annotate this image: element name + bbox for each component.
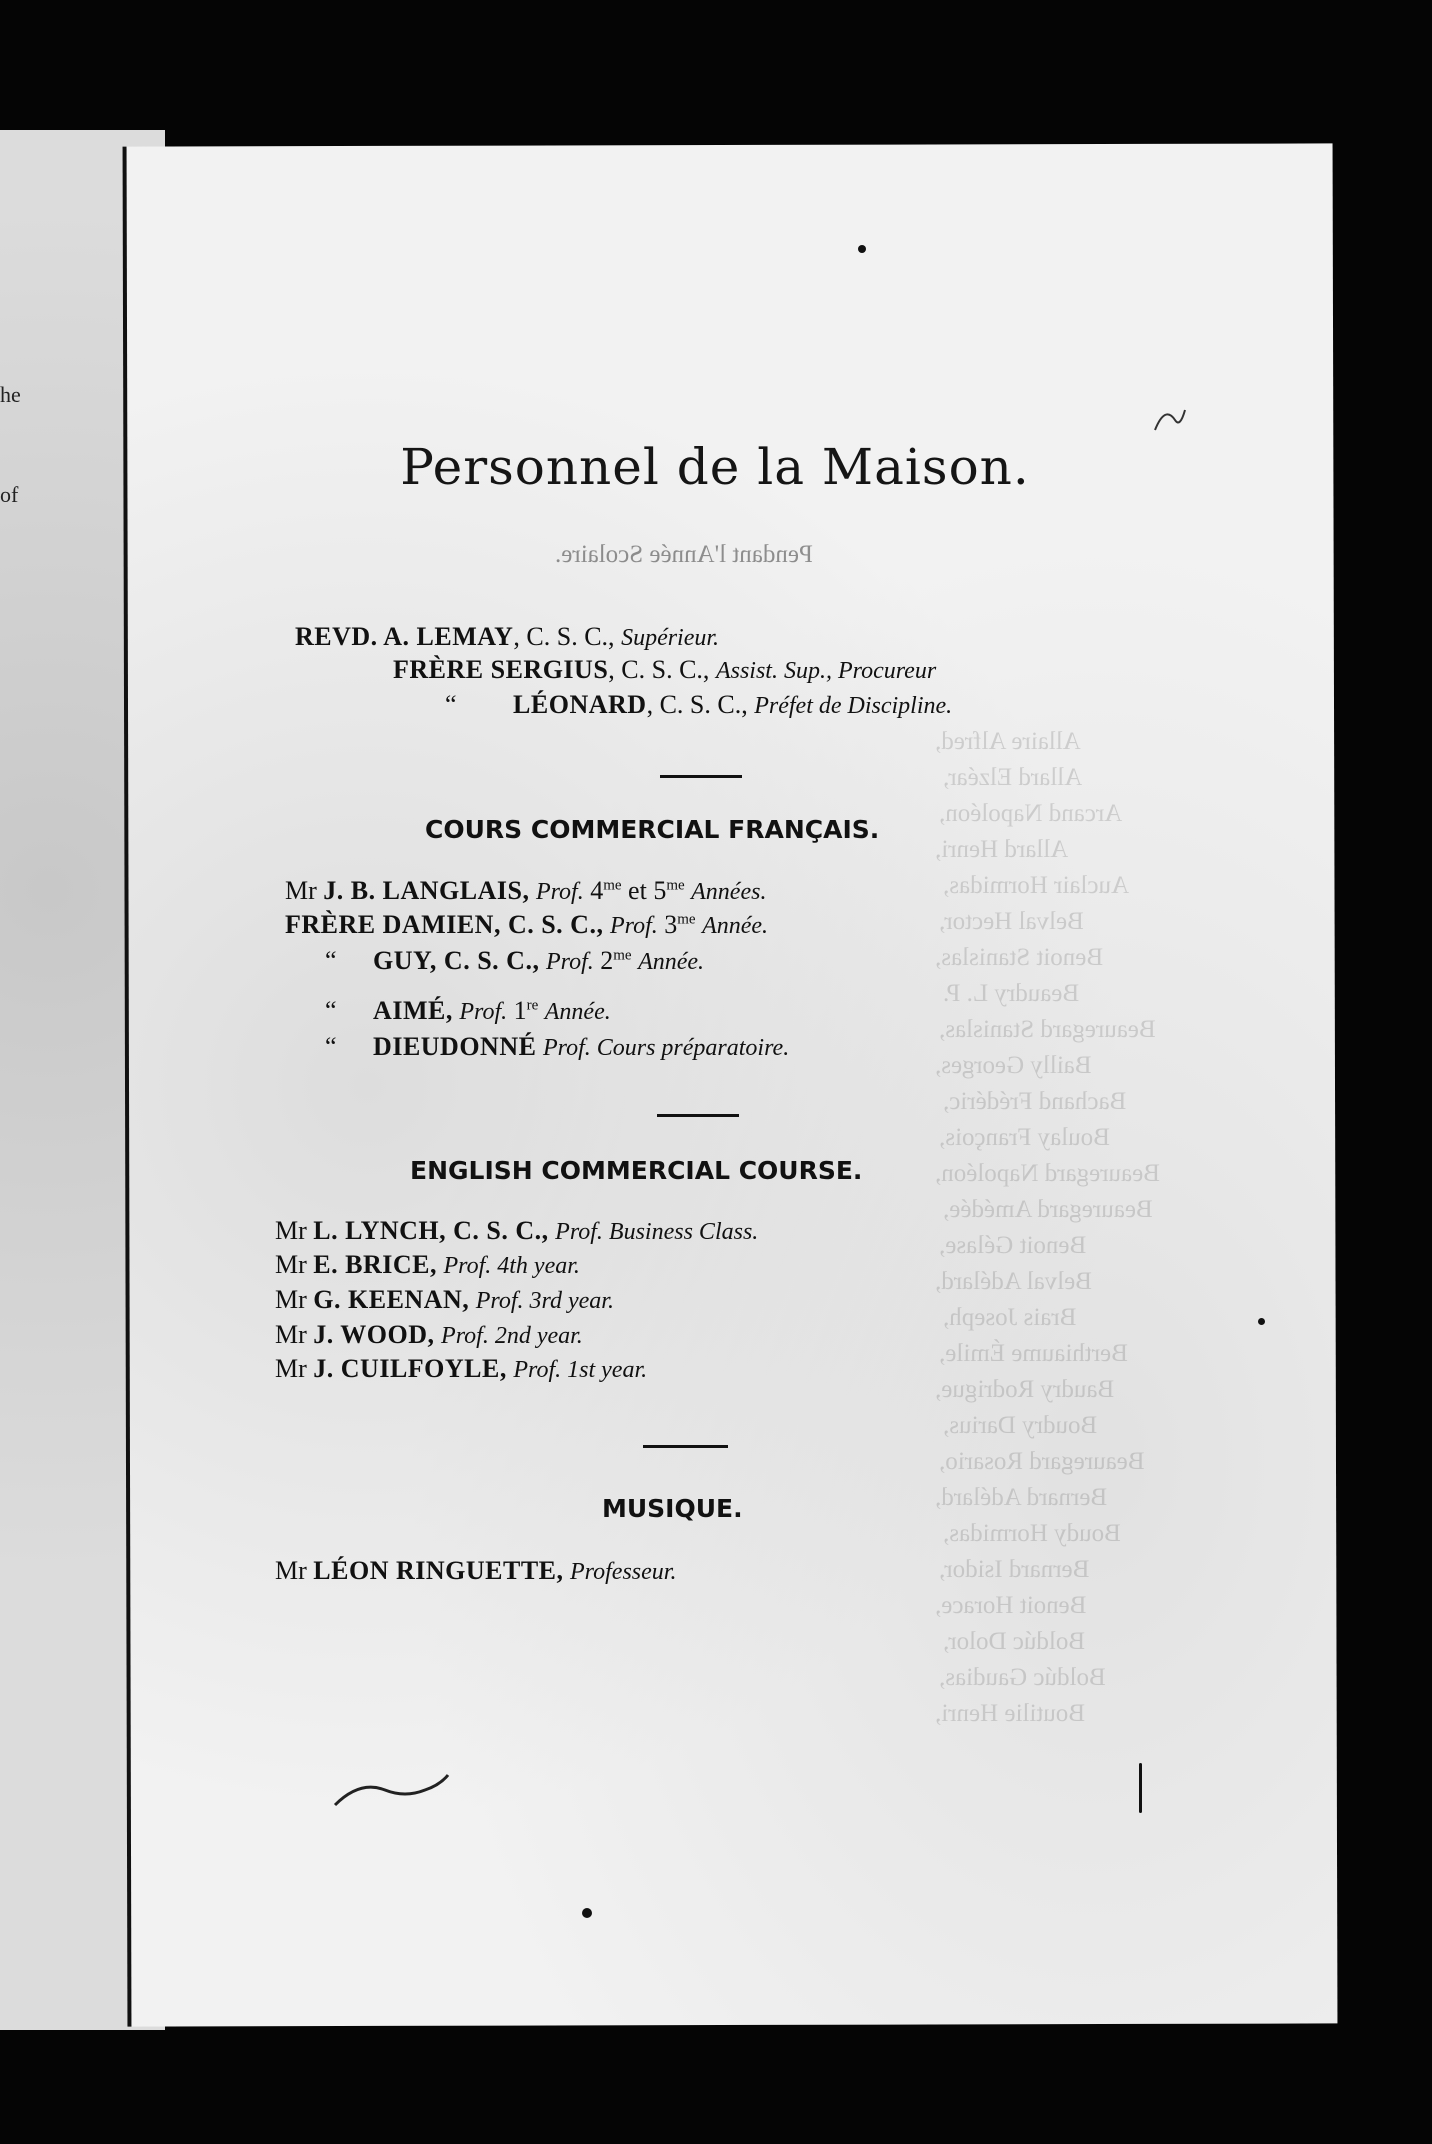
staff-role: Prof. Business Class. [555, 1219, 759, 1245]
bleed-through-line: Boulay François, [939, 1124, 1110, 1151]
year-number: 5 [653, 876, 667, 905]
staff-order: , C. S. C., [513, 622, 622, 651]
staff-line [285, 910, 768, 940]
section-heading: ENGLISH COMMERCIAL COURSE. [410, 1156, 863, 1185]
bleed-through-line: Arcand Napoléon, [939, 800, 1123, 827]
bleed-through-line: Brais Joseph, [943, 1304, 1077, 1331]
page-subtitle-bleed: Pendant l'Année Scolaire. [555, 541, 813, 568]
staff-line [393, 655, 936, 685]
bleed-through-line: Bernard Isidor, [939, 1556, 1090, 1583]
staff-role: Assist. Sup., Procureur [715, 658, 937, 684]
staff-role-end: Année. [638, 949, 705, 975]
bleed-through-line: Beauregard Stanislas, [939, 1016, 1156, 1043]
staff-role: Prof. [459, 999, 508, 1025]
staff-line [275, 1320, 583, 1350]
ditto-mark: “ [325, 996, 337, 1025]
staff-role: Prof. [545, 949, 594, 975]
ink-speck [582, 1908, 592, 1918]
title-prefix: Mr [285, 876, 317, 905]
year-suffix: me [677, 911, 696, 928]
staff-name: J. WOOD, [313, 1320, 435, 1349]
bleed-through-line: Bachand Frédéric, [943, 1088, 1127, 1115]
staff-line [325, 996, 611, 1026]
staff-name: L. LYNCH, C. S. C., [313, 1216, 549, 1245]
pen-mark [1150, 400, 1190, 440]
staff-name: GUY, C. S. C., [373, 946, 540, 975]
staff-role: Prof. 1st year. [513, 1357, 648, 1383]
adjacent-page-fragment: of [0, 482, 19, 507]
staff-name: E. BRICE, [313, 1250, 437, 1279]
staff-name: FRÈRE SERGIUS [393, 655, 609, 684]
staff-line [275, 1354, 647, 1384]
bleed-through-line: Auclair Hormidas, [943, 872, 1130, 899]
title-prefix: Mr [275, 1250, 307, 1279]
pen-squiggle [330, 1760, 480, 1820]
staff-role-end: Année. [702, 913, 769, 939]
bleed-through-line: Allaire Alfred, [935, 728, 1081, 755]
staff-line [325, 1032, 789, 1062]
year-suffix: re [526, 997, 539, 1014]
bleed-through-line: Berthiaume Émile, [939, 1340, 1128, 1367]
staff-line [295, 622, 719, 652]
staff-role: Prof. [535, 879, 584, 905]
bleed-through-line: Allard Elzéar, [943, 764, 1083, 791]
staff-role: Prof. 4th year. [443, 1253, 580, 1279]
bleed-through-line: Beauregard Napoléon, [935, 1160, 1160, 1187]
bleed-through-line: Boldúc Gaudias, [939, 1664, 1106, 1691]
conjunction: et [621, 876, 654, 905]
staff-role: Professeur. [570, 1559, 677, 1585]
bleed-through-line: Baudry Rodrigue, [935, 1376, 1115, 1403]
bleed-through-line: Belval Hector, [939, 908, 1084, 935]
staff-name: FRÈRE DAMIEN, C. S. C., [285, 910, 604, 939]
title-prefix: Mr [275, 1556, 307, 1585]
bleed-through-line: Beauregard Rosario, [939, 1448, 1145, 1475]
staff-name: DIEUDONNÉ [373, 1032, 537, 1061]
page-title: Personnel de la Maison. [400, 438, 1030, 496]
section-rule [643, 1445, 728, 1448]
section-heading: COURS COMMERCIAL FRANÇAIS. [425, 815, 880, 844]
staff-role: Prof. 3rd year. [475, 1288, 614, 1314]
staff-order: , C. S. C., [646, 690, 755, 719]
staff-role: Prof. 2nd year. [441, 1323, 583, 1349]
bleed-through-line: Boldúc Dolor, [943, 1628, 1086, 1655]
bleed-through-line: Boudry Darius, [943, 1412, 1098, 1439]
ditto-mark: “ [325, 1032, 337, 1061]
adjacent-page-fragment: he [0, 382, 21, 407]
bleed-through-line: Bailly Georges, [935, 1052, 1092, 1079]
bleed-through-line: Beaudry L. P. [943, 980, 1080, 1007]
staff-name: LÉON RINGUETTE, [313, 1556, 564, 1585]
title-prefix: Mr [275, 1285, 307, 1314]
bleed-through-line: Boudy Hormidas, [943, 1520, 1121, 1547]
staff-line [325, 946, 704, 976]
bleed-through-line: Beauregard Amédée, [943, 1196, 1153, 1223]
title-prefix: Mr [275, 1354, 307, 1383]
section-rule [660, 775, 742, 778]
staff-name: G. KEENAN, [313, 1285, 470, 1314]
staff-role: Prof. Cours préparatoire. [542, 1035, 790, 1061]
ditto-mark: “ [325, 946, 337, 975]
section-heading: MUSIQUE. [602, 1494, 743, 1523]
ink-speck [1258, 1318, 1265, 1325]
staff-role: Supérieur. [621, 625, 720, 651]
year-suffix: me [613, 947, 632, 964]
staff-line [445, 690, 952, 720]
staff-name: LÉONARD [513, 690, 647, 719]
staff-name: REVD. A. LEMAY [295, 622, 514, 651]
bleed-through-line: Allard Henri, [935, 836, 1069, 863]
staff-line [275, 1216, 758, 1246]
year-number: 3 [664, 910, 678, 939]
title-prefix: Mr [275, 1320, 307, 1349]
staff-order: , C. S. C., [608, 655, 716, 684]
title-prefix: Mr [275, 1216, 307, 1245]
staff-line [275, 1285, 614, 1315]
staff-name: J. CUILFOYLE, [313, 1354, 507, 1383]
section-rule [657, 1114, 739, 1117]
year-suffix: me [666, 877, 685, 894]
year-number: 2 [600, 946, 614, 975]
staff-role-end: Année. [544, 999, 611, 1025]
bleed-through-line: Benoit Gélase, [939, 1232, 1087, 1259]
pen-stroke [1139, 1763, 1142, 1813]
staff-line [275, 1250, 580, 1280]
bleed-through-line: Benoit Stanislas, [935, 944, 1104, 971]
ink-speck [858, 245, 866, 253]
staff-name: J. B. LANGLAIS, [323, 876, 530, 905]
year-number: 1 [513, 996, 527, 1025]
ditto-mark: “ [445, 690, 457, 719]
staff-role: Préfet de Discipline. [754, 693, 953, 719]
staff-line [285, 876, 766, 906]
year-number: 4 [590, 876, 604, 905]
staff-line [275, 1556, 676, 1586]
bleed-through-line: Boutilie Henri, [935, 1700, 1085, 1727]
year-suffix: me [603, 877, 622, 894]
staff-role: Prof. [609, 913, 658, 939]
staff-name: AIMÉ, [373, 996, 453, 1025]
bleed-through-line: Bernard Adélard, [935, 1484, 1108, 1511]
bleed-through-line: Benoit Horace, [935, 1592, 1087, 1619]
staff-role-end: Années. [691, 879, 767, 905]
bleed-through-line: Belval Adélard, [935, 1268, 1092, 1295]
